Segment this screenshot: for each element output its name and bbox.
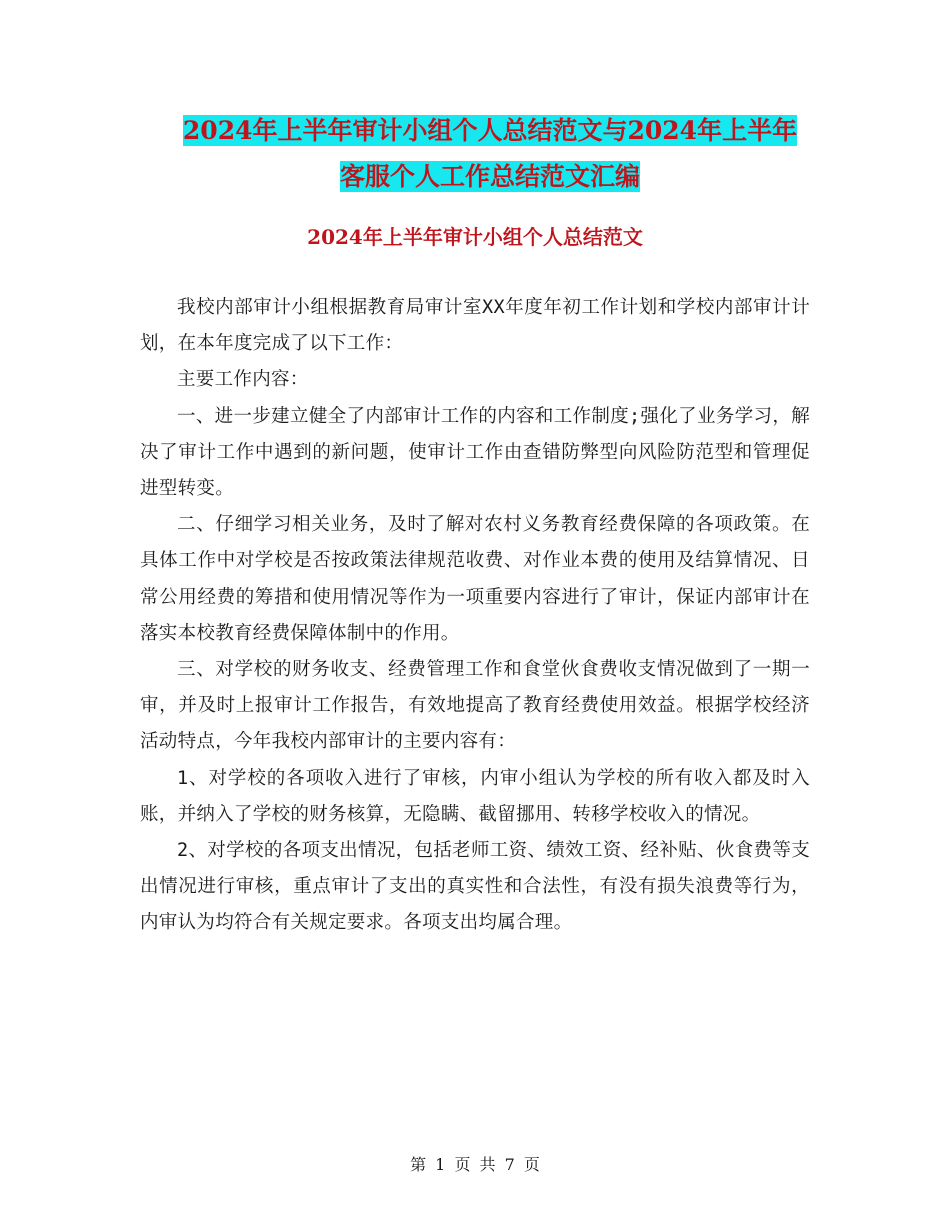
paragraph: 三、对学校的财务收支、经费管理工作和食堂伙食费收支情况做到了一期一审，并及时上报审计工作报告，有效地提高了教育经费使用效益。根据学校经济活动特点，今年我校内部审计的主要内容有： <box>140 659 810 753</box>
paragraph: 二、仔细学习相关业务，及时了解对农村义务教育经费保障的各项政策。在具体工作中对学校是否按政策法律规范收费、对作业本费的使用及结算情况、日常公用经费的筹措和使用情况等作为一项重要内容进行了审计，保证内部审计在落实本校教育经费保障体制中的作用。 <box>140 514 810 644</box>
paragraph: 主要工作内容： <box>177 369 309 391</box>
paragraph: 2、对学校的各项支出情况，包括老师工资、绩效工资、经补贴、伙食费等支出情况进行审核，重点审计了支出的真实性和合法性，有没有损失浪费等行为，内审认为均符合有关规定要求。各项支出均属合理。 <box>140 840 810 934</box>
document-title <box>140 108 840 200</box>
document-title-line-2: 客服个人工作总结范文汇编 <box>339 162 640 191</box>
section-title: 2024年上半年审计小组个人总结范文 <box>307 225 643 249</box>
document-title-line-1: 2024年上半年审计小组个人总结范文与2024年上半年 <box>182 116 798 145</box>
page-number-footer: 第 1 页 共 7 页 <box>410 1155 540 1174</box>
paragraph: 我校内部审计小组根据教育局审计室XX年度年初工作计划和学校内部审计计划，在本年度完成了以下工作： <box>140 297 810 355</box>
paragraph: 一、进一步建立健全了内部审计工作的内容和工作制度;强化了业务学习，解决了审计工作中遇到的新问题，使审计工作由查错防弊型向风险防范型和管理促进型转变。 <box>140 405 810 500</box>
document-body <box>140 290 810 942</box>
paragraph: 1、对学校的各项收入进行了审核，内审小组认为学校的所有收入都及时入账，并纳入了学校的财务核算，无隐瞒、截留挪用、转移学校收入的情况。 <box>140 767 810 825</box>
